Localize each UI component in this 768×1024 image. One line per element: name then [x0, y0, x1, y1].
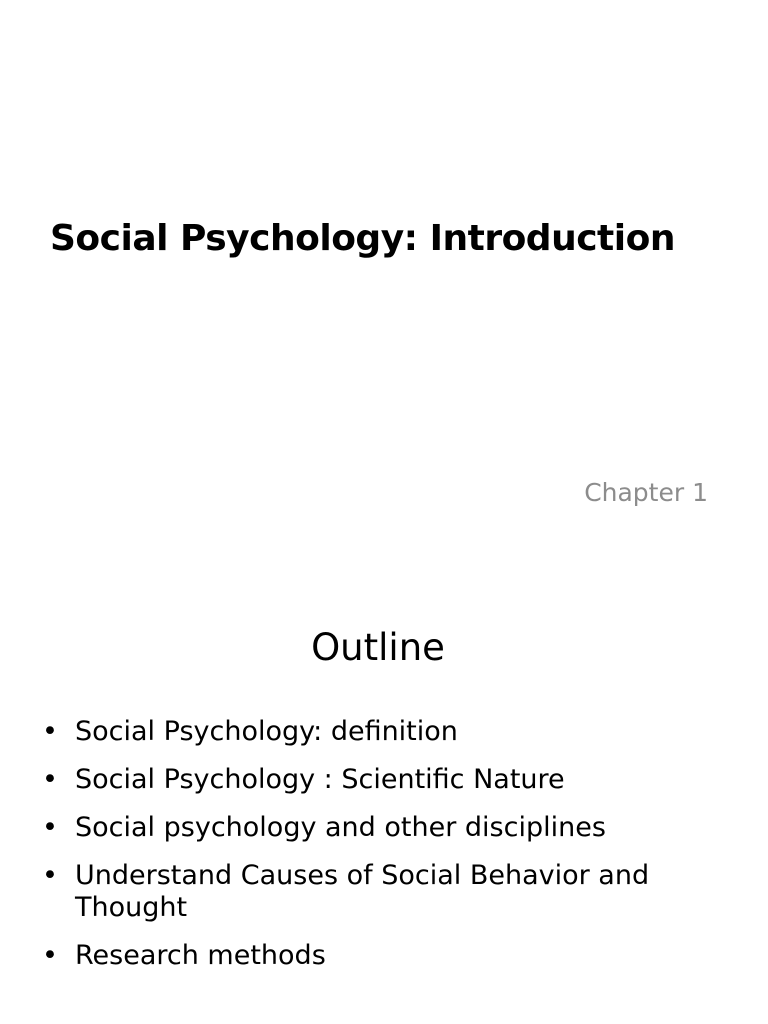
- bullet-icon: •: [42, 812, 58, 843]
- list-item: [42, 860, 702, 924]
- list-item: [42, 764, 702, 796]
- list-item-text: Research methods: [75, 940, 326, 971]
- list-item: [42, 812, 702, 844]
- outline-heading: Outline: [311, 626, 445, 669]
- bullet-icon: •: [42, 716, 58, 747]
- list-item-text: Social psychology and other disciplines: [75, 812, 606, 843]
- list-item-text: Social Psychology : Scientific Nature: [75, 764, 565, 795]
- slide-subtitle: Chapter 1: [584, 478, 708, 507]
- list-item-text: Social Psychology: definition: [75, 716, 458, 747]
- outline-slide: [0, 576, 768, 1024]
- bullet-icon: •: [42, 764, 58, 795]
- list-item: [42, 940, 702, 972]
- list-item-text: Understand Causes of Social Behavior and Thought: [75, 860, 650, 923]
- bullet-icon: •: [42, 860, 58, 891]
- outline-list: [42, 716, 702, 988]
- bullet-icon: •: [42, 940, 58, 971]
- list-item: [42, 716, 702, 748]
- slide-title: Social Psychology: Introduction: [50, 218, 675, 259]
